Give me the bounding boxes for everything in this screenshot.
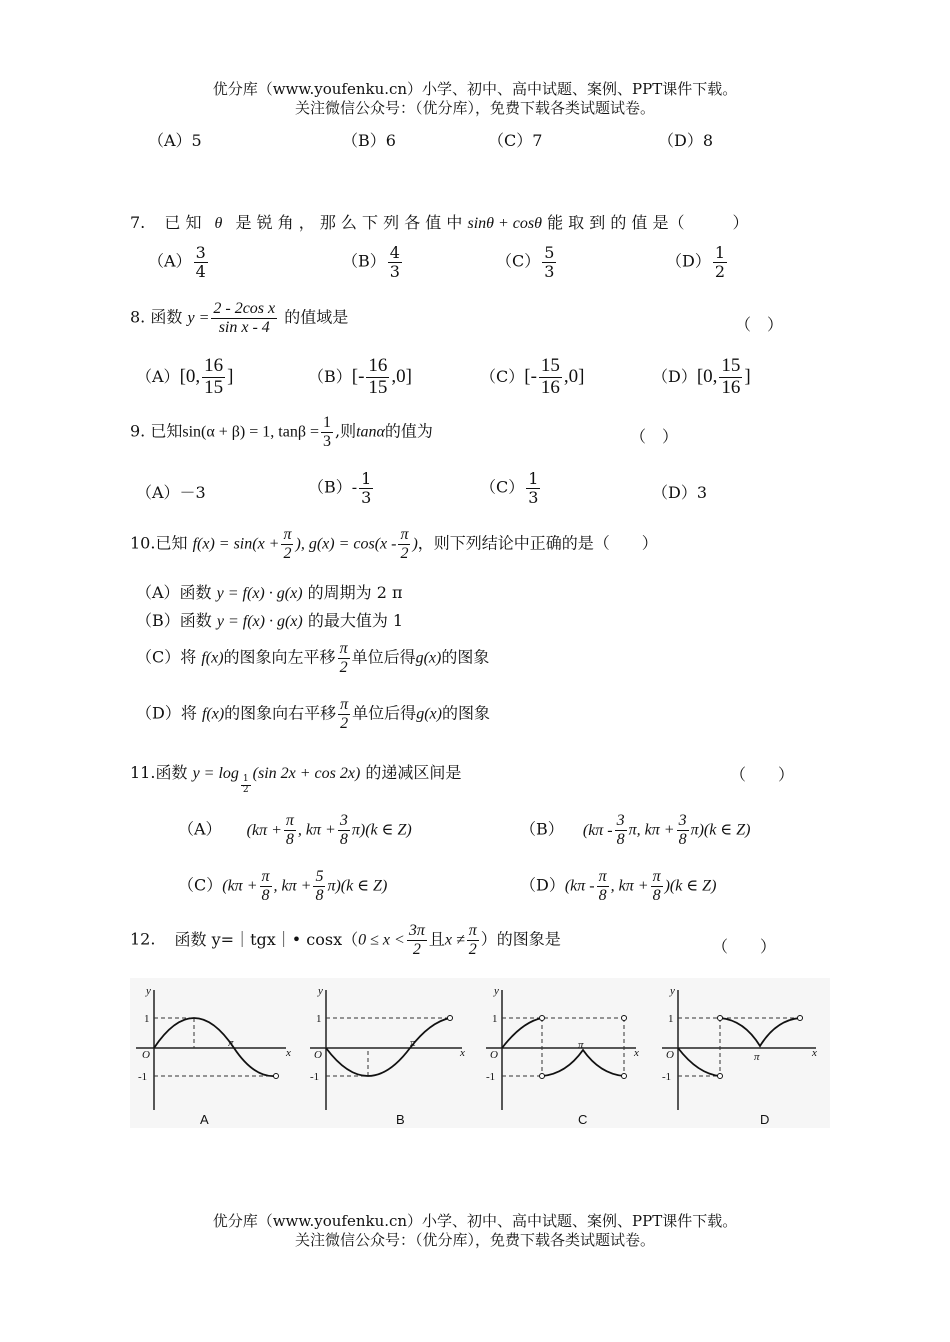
q6-option-c: （C）7 [488,131,543,150]
fraction-denominator: 8 [678,830,687,848]
graph-b-letter: B [396,1112,405,1127]
option-part: , kπ + [273,877,312,895]
option-pre: [0, [179,365,201,387]
fraction-numerator: 16 [204,355,224,376]
q9-tan: tanα [356,423,385,441]
q8-option-a [136,356,233,399]
q7-expression: sinθ + cosθ [467,215,542,232]
fraction-numerator: 15 [721,355,741,376]
fraction-denominator: 2 [400,544,409,562]
q9-option-b [308,470,375,506]
fraction-numerator: π [598,868,607,885]
q7-number: 7. [130,213,146,232]
q10-f-def: f(x) = sin(x + [192,535,280,553]
q6-option-a: （A）5 [148,131,202,150]
fraction-numerator: 1 [528,469,539,488]
option-expr: y = f(x) · g(x) [216,613,303,630]
question-8-stem [130,300,348,336]
option-fraction-2 [338,812,350,848]
fraction-denominator: 2 [412,940,421,958]
fraction-denominator: 2 [340,714,349,732]
q10-option-a [136,580,402,603]
fraction-denominator: 3 [322,432,331,450]
graph-c-one: 1 [492,1013,498,1025]
graph-d-one: 1 [668,1013,674,1025]
fraction-numerator: 1 [242,774,249,785]
option-label: （D） [652,366,697,386]
q10-stem-b: ，则下列结论中正确的是（ ） [417,533,658,553]
q9-option-d: （D）3 [652,483,708,502]
option-text-c: 的图象 [441,703,490,723]
q7-option-c [496,244,558,280]
q10-stem-a: 已知 [155,533,188,553]
fraction-numerator: π [400,526,409,543]
fraction-denominator: 2 [468,940,477,958]
graph-c-open-point [622,1074,627,1079]
option-part: (kπ - [564,877,595,895]
q9-number: 9. [130,421,146,441]
fraction-numerator: 2 - 2cos x [213,300,276,317]
graph-d-letter: D [760,1112,770,1127]
q11-option-c [178,868,387,904]
graph-c-neg-one: -1 [486,1071,496,1083]
option-part: π)(k ∈ Z) [327,877,388,895]
option-pre: [- [351,365,365,387]
fraction-denominator: 2 [714,261,726,281]
graph-d-open-point [798,1016,803,1021]
option-text-a: 的图象向左平移 [223,647,336,667]
option-part: )(k ∈ Z) [664,877,717,895]
footer-line-2: 关注微信公众号：（优分库），免费下载各类试题试卷。 [294,1231,655,1249]
option-part: (kπ - [582,821,613,839]
fraction-numerator: π [283,526,292,543]
graph-c-open-point [540,1074,545,1079]
fraction-denominator: sin x - 4 [218,318,270,336]
q7-option-b-label: （B） [342,251,386,271]
graph-c-y-label: y [494,985,499,997]
q8-option-b [308,356,412,399]
graph-b-y-label: y [318,985,323,997]
q9-fraction [321,414,333,450]
q7-stem-b: 是 锐 角 ， 那 么 下 列 各 值 中 [235,213,463,232]
q7-option-b-fraction [388,244,402,280]
question-9-stem [130,414,433,450]
option-fraction [359,470,373,506]
fraction-numerator: 1 [714,243,726,262]
q9-answer-paren: （ ） [630,427,679,446]
option-expr: y = f(x) · g(x) [216,585,303,602]
q10-g-fraction [398,526,410,562]
option-fraction-1 [615,812,627,848]
fraction-numerator: π [652,868,661,885]
option-fraction-1 [260,868,272,904]
option-fraction-1 [597,868,609,904]
graph-c-x-label: x [634,1047,639,1059]
graph-b-x-label: x [460,1047,465,1059]
q10-g-def: ), g(x) = cos(x - [295,535,397,553]
q12-range-a: 0 ≤ x < [358,931,405,949]
q12-range-b: x ≠ [444,931,465,949]
q9-condition: sin(α + β) = 1, tanβ = [182,423,319,441]
graph-c-letter: C [578,1112,588,1127]
option-label: （B）函数 [136,611,212,630]
graph-b-pi: π [410,1037,416,1049]
header-line-1: 优分库（www.youfenku.cn）小学、初中、高中试题、案例、PPT课件下载。 [212,80,738,98]
q7-option-b [342,244,404,280]
option-fraction-2 [651,868,663,904]
fraction-denominator: 8 [598,886,607,904]
graph-d-open-point [718,1074,723,1079]
question-12-stem [130,922,561,958]
graph-a-y-label: y [146,985,151,997]
graph-a-one: 1 [144,1013,150,1025]
option-label: （A） [178,819,222,839]
q12-fraction-2 [467,922,479,958]
fraction-numerator: 3 [195,243,206,262]
q8-number: 8. [130,307,146,327]
graph-a-letter: A [200,1112,209,1127]
graph-a-origin: O [142,1049,150,1061]
fraction-denominator: 16 [721,376,741,398]
q9-stem-a: 已知 [150,421,183,441]
option-label: （C） [480,477,525,497]
q12-fraction-1 [407,922,427,958]
fraction-numerator: π [261,868,270,885]
option-fraction-2 [677,812,689,848]
q11-stem-a: 函数 [155,763,188,782]
option-gx: g(x) [415,649,442,667]
option-fraction [202,356,225,399]
option-fraction [719,356,742,399]
q11-option-b [520,812,750,848]
option-label: （D）将 [136,703,197,723]
fraction-numerator: π [285,812,294,829]
graph-d-pi: π [754,1051,760,1063]
question-10-stem [130,526,658,562]
q11-stem-b: 的递减区间是 [365,763,462,782]
graph-a-pi: π [228,1037,234,1049]
q9-stem-b: ,则 [334,421,357,441]
q11-log-base [241,775,251,796]
fraction-numerator: π [468,922,477,939]
question-7-stem [130,210,749,233]
q8-answer-paren: （ ） [735,315,784,334]
graph-c-pi: π [578,1039,584,1051]
option-pre: [- [524,365,537,387]
q11-log: y = log [192,765,239,782]
option-label: （C）将 [136,647,197,667]
q11-number: 11. [130,763,156,782]
q7-option-c-label: （C） [496,251,541,271]
option-post: ,0] [391,365,412,387]
graph-d-x-label: x [812,1047,817,1059]
option-label: （A） [136,366,180,386]
option-text-b: 单位后得 [352,703,417,723]
q12-stem-a: 函数 y=｜tgx｜• cosx（ [174,929,359,949]
q7-stem-a: 已 知 [164,213,202,232]
graph-d-origin: O [666,1049,674,1061]
fraction-denominator: 3 [528,487,539,507]
option-text-c: 的图象 [441,647,490,667]
option-label: （B） [308,366,352,386]
q7-option-d [666,244,729,280]
q12-and: 且 [428,929,445,949]
option-label: （B） [308,477,352,497]
q8-fraction [211,300,277,336]
fraction-numerator: 5 [544,243,555,262]
option-part: , kπ + [297,821,336,839]
fraction-denominator: 8 [261,886,270,904]
q9-option-c [480,470,542,506]
fraction-numerator: 3 [339,812,348,829]
fraction-denominator: 16 [540,376,560,398]
fraction-denominator: 8 [315,886,324,904]
option-fraction [539,356,562,399]
option-gx: g(x) [416,705,442,723]
q7-option-a [148,244,210,280]
graph-c-open-point [622,1016,627,1021]
q6-option-d: （D）8 [658,131,714,150]
fraction-numerator: 3π [408,922,425,939]
q10-option-b [136,608,403,631]
option-fraction-2 [313,868,325,904]
fraction-denominator: 2 [339,658,348,676]
option-label: （B） [520,819,564,839]
fraction-denominator: 8 [285,830,294,848]
option-part: π)(k ∈ Z) [690,821,751,839]
q8-option-c [480,356,584,399]
option-post: ] [227,365,234,387]
option-part: π)(k ∈ Z) [351,821,412,839]
q10-number: 10. [130,533,156,553]
graph-a-open-point [274,1074,279,1079]
fraction-numerator: 5 [315,868,324,885]
fraction-denominator: 8 [339,830,348,848]
q10-f-fraction [281,526,293,562]
option-text: 的最大值为 1 [307,611,404,630]
q9-option-a: （A）－3 [136,483,206,502]
q11-arg: (sin 2x + cos 2x) [252,765,361,782]
option-part: , kπ + [610,877,649,895]
q12-number: 12. [130,929,156,949]
fraction-denominator: 3 [544,261,555,281]
q7-option-d-label: （D） [666,251,711,271]
option-post: ] [744,365,751,387]
q8-y-eq: y = [187,309,210,327]
option-label: （A）函数 [136,583,212,602]
q11-option-a [178,812,412,848]
figure-background [130,978,830,1128]
option-sign: - [351,477,358,497]
option-label: （C） [480,366,525,386]
q8-stem-a: 函数 [150,307,183,327]
option-label: （D） [520,875,565,895]
fraction-denominator: 3 [389,261,400,281]
option-label: （C） [178,875,223,895]
graph-d-open-point [718,1016,723,1021]
q12-graphs-figure [130,978,830,1128]
option-part: (kπ + [246,821,282,839]
graph-d-y-label: y [670,985,675,997]
fraction-numerator: 1 [322,414,331,431]
fraction-denominator: 8 [616,830,625,848]
q10-option-c [136,640,489,676]
fraction-numerator: π [340,696,349,713]
graph-c-origin: O [490,1049,498,1061]
option-post: ,0] [563,365,585,387]
q8-option-d [652,356,751,399]
q8-stem-b: 的值域是 [284,307,349,327]
q10-close: ) [412,535,418,553]
option-part: π, kπ + [628,821,675,839]
option-fx: f(x) [201,705,225,723]
option-fx: f(x) [201,649,224,667]
fraction-numerator: π [339,640,348,657]
graph-b-open-point [448,1016,453,1021]
option-text: 的周期为 2 π [307,583,403,602]
option-text-a: 的图象向右平移 [224,703,337,723]
footer-line-1: 优分库（www.youfenku.cn）小学、初中、高中试题、案例、PPT课件下载。 [212,1212,738,1230]
option-fraction-1 [284,812,296,848]
fraction-numerator: 4 [389,243,400,262]
fraction-denominator: 3 [361,487,372,507]
option-fraction [526,470,540,506]
q11-answer-paren: （ ） [730,765,795,784]
option-pre: [0, [696,365,718,387]
fraction-denominator: 2 [283,544,292,562]
option-fraction [338,640,350,676]
q7-option-c-fraction [542,244,556,280]
q12-stem-b: ）的图象是 [480,929,561,949]
option-fraction [338,696,350,732]
option-text-b: 单位后得 [351,647,416,667]
graph-c-open-point [540,1016,545,1021]
graph-d-neg-one: -1 [662,1071,672,1083]
question-11-stem [130,760,461,796]
fraction-numerator: 16 [368,355,388,376]
q7-option-a-label: （A） [148,251,192,271]
q6-option-b: （B）6 [342,131,396,150]
q12-answer-paren: （ ） [712,937,777,956]
header-line-2: 关注微信公众号：（优分库），免费下载各类试题试卷。 [294,99,655,117]
fraction-numerator: 3 [678,812,687,829]
fraction-numerator: 3 [616,812,625,829]
q9-stem-c: 的值为 [384,421,433,441]
fraction-denominator: 4 [195,261,206,281]
fraction-numerator: 15 [540,355,560,376]
q7-theta: θ [214,215,223,232]
q11-option-d [520,868,716,904]
graph-a-neg-one: -1 [138,1071,148,1083]
graph-b-one: 1 [316,1013,322,1025]
option-fraction [366,356,389,399]
q7-option-d-fraction [713,244,727,280]
fraction-denominator: 8 [652,886,661,904]
graph-a-x-label: x [286,1047,291,1059]
q7-option-a-fraction [194,244,208,280]
graph-b-origin: O [314,1049,322,1061]
fraction-numerator: 1 [361,469,372,488]
fraction-denominator: 2 [242,785,249,795]
option-part: (kπ + [222,877,258,895]
fraction-denominator: 15 [204,376,224,398]
fraction-denominator: 15 [368,376,388,398]
graph-b-neg-one: -1 [310,1071,320,1083]
q7-stem-c: 能 取 到 的 值 是（ ） [547,213,749,232]
q10-option-d [136,696,490,732]
